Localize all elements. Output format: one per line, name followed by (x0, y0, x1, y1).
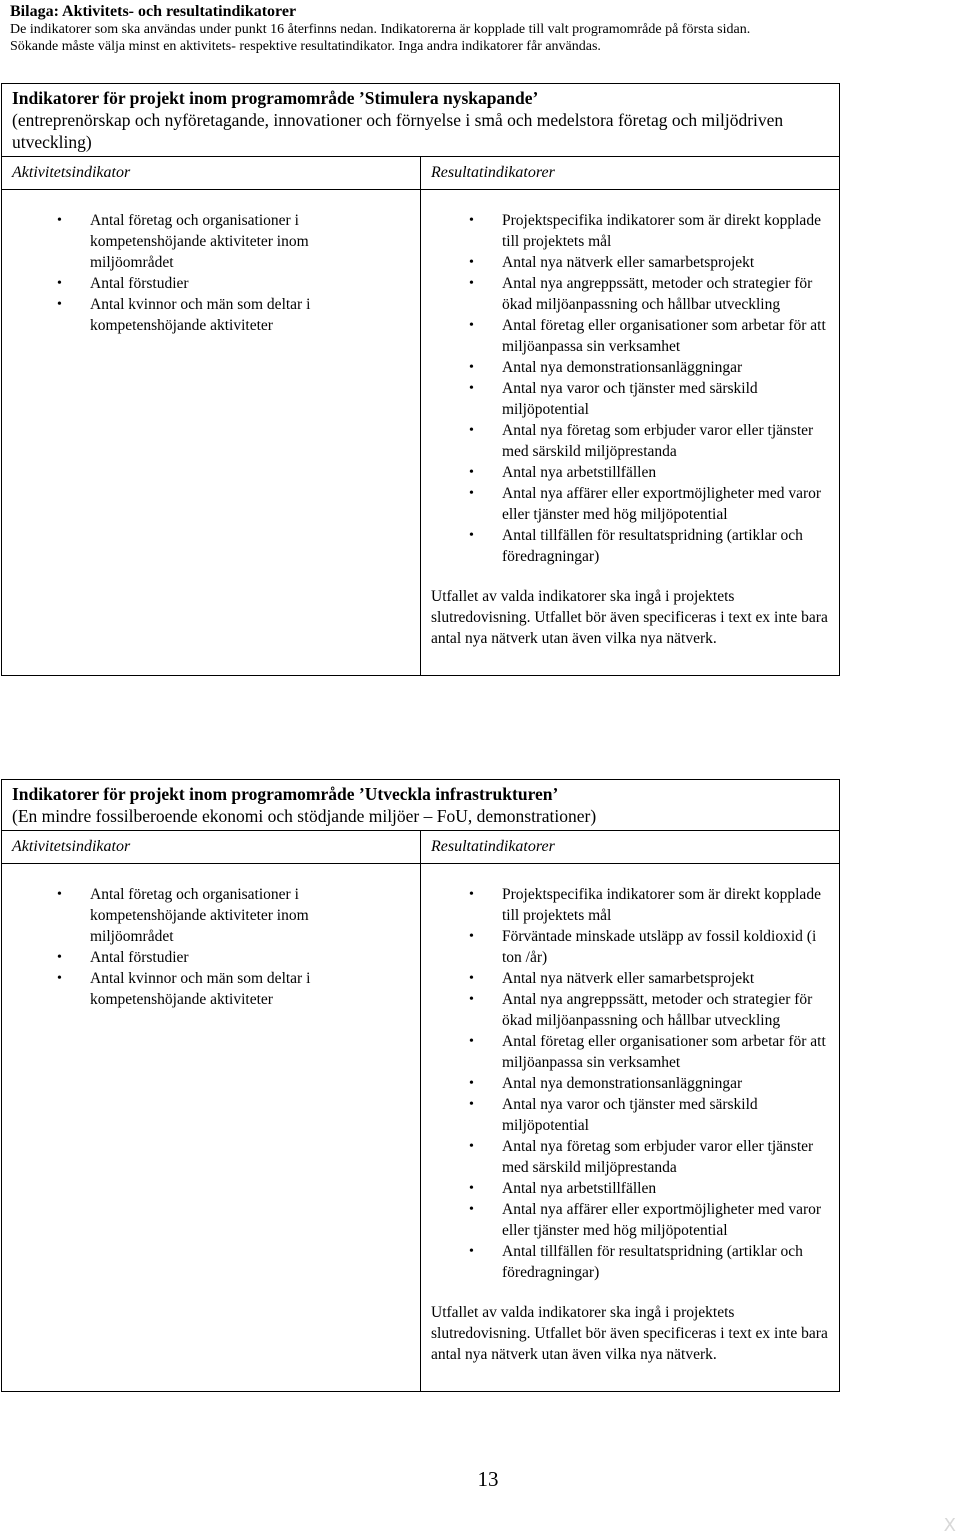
result-column (421, 190, 839, 675)
list-item-text: Projektspecifika indikatorer som är direkt kopplade till projektets mål (502, 212, 821, 250)
bullet-icon: • (469, 528, 474, 543)
activity-column (2, 864, 421, 1391)
result-indicator-list (431, 884, 829, 1283)
page-number: 13 (477, 1467, 499, 1491)
bullet-icon: • (469, 318, 474, 333)
column-headers (2, 831, 839, 864)
bullet-icon: • (469, 381, 474, 396)
list-item-text: Antal nya företag som erbjuder varor eller tjänster med särskild miljöprestanda (502, 1138, 814, 1176)
list-item (431, 926, 829, 968)
bullet-icon: • (57, 276, 62, 291)
list-item (431, 968, 829, 989)
bullet-icon: • (469, 423, 474, 438)
table-header (2, 84, 839, 157)
list-item-text: Antal företag eller organisationer som arbetar för att miljöanpassa sin verksamhet (502, 1033, 826, 1071)
outcome-note: Utfallet av valda indikatorer ska ingå i projektets slutredovisning. Utfallet bör även specificeras i text ex inte bara antal nya nätverk utan även vilka nya nätverk. (431, 588, 828, 647)
table-header (2, 780, 839, 831)
column-headers (2, 157, 839, 190)
list-item-text: Antal nya arbetstillfällen (502, 464, 657, 481)
bullet-icon: • (469, 486, 474, 501)
bullet-icon: • (469, 1097, 474, 1112)
indicator-table-stimulera (1, 83, 840, 676)
corner-mark: X (943, 1515, 956, 1536)
bullet-icon: • (469, 1139, 474, 1154)
bullet-icon: • (469, 360, 474, 375)
intro-section (10, 2, 950, 55)
list-item-text: Antal nya demonstrationsanläggningar (502, 1075, 743, 1092)
list-item (431, 1136, 829, 1178)
list-item (431, 315, 829, 357)
result-column-header: Resultatindikatorer (431, 838, 555, 855)
list-item (431, 273, 829, 315)
list-item-text: Antal nya demonstrationsanläggningar (502, 359, 743, 376)
list-item (2, 294, 420, 336)
list-item (431, 1241, 829, 1283)
list-item-text: Antal kvinnor och män som deltar i kompetenshöjande aktiviteter (90, 296, 311, 334)
bullet-icon: • (57, 297, 62, 312)
bullet-icon: • (469, 992, 474, 1007)
bullet-icon: • (469, 465, 474, 480)
activity-indicator-list (2, 884, 420, 1010)
list-item-text: Antal nya företag som erbjuder varor eller tjänster med särskild miljöprestanda (502, 422, 814, 460)
list-item-text: Antal nya angreppssätt, metoder och strategier för ökad miljöanpassning och hållbar utveckling (502, 275, 813, 313)
bullet-icon: • (469, 213, 474, 228)
list-item-text: Antal nya varor och tjänster med särskild miljöpotential (502, 1096, 758, 1134)
activity-column-header: Aktivitetsindikator (2, 157, 421, 189)
list-item (431, 1031, 829, 1073)
list-item (431, 525, 829, 567)
table-body (2, 190, 839, 675)
list-item-text: Antal företag och organisationer i kompetenshöjande aktiviteter inom miljöområdet (90, 212, 309, 271)
bullet-icon: • (469, 1181, 474, 1196)
list-item (431, 378, 829, 420)
activity-indicator-list (2, 210, 420, 336)
activity-column (2, 190, 421, 675)
bullet-icon: • (469, 887, 474, 902)
list-item (2, 947, 420, 968)
list-item-text: Antal företag och organisationer i kompetenshöjande aktiviteter inom miljöområdet (90, 886, 309, 945)
list-item (2, 884, 420, 947)
bullet-icon: • (469, 255, 474, 270)
list-item-text: Antal nya arbetstillfällen (502, 1180, 657, 1197)
list-item (431, 884, 829, 926)
result-indicator-list (431, 210, 829, 567)
bullet-icon: • (469, 929, 474, 944)
list-item (431, 1199, 829, 1241)
list-item-text: Antal nya angreppssätt, metoder och strategier för ökad miljöanpassning och hållbar utveckling (502, 991, 813, 1029)
list-item (431, 989, 829, 1031)
list-item (431, 1073, 829, 1094)
bullet-icon: • (469, 1202, 474, 1217)
list-item (431, 420, 829, 462)
result-column (421, 864, 839, 1391)
table-title: Indikatorer för projekt inom programområde ’Stimulera nyskapande’ (12, 88, 539, 108)
intro-line-2: Sökande måste välja minst en aktivitets- respektive resultatindikator. Inga andra indikatorer får användas. (10, 39, 601, 54)
intro-line-1: De indikatorer som ska användas under punkt 16 återfinns nedan. Indikatorerna är kopplade till valt programområde på första sidan. (10, 22, 751, 37)
bullet-icon: • (469, 276, 474, 291)
list-item (431, 462, 829, 483)
list-item (2, 968, 420, 1010)
outcome-note: Utfallet av valda indikatorer ska ingå i projektets slutredovisning. Utfallet bör även specificeras i text ex inte bara antal nya nätverk utan även vilka nya nätverk. (431, 1304, 828, 1363)
result-column-header: Resultatindikatorer (431, 164, 555, 181)
document-title: Bilaga: Aktivitets- och resultatindikatorer (10, 3, 297, 20)
indicator-table-infrastruktur (1, 779, 840, 1392)
list-item-text: Projektspecifika indikatorer som är direkt kopplade till projektets mål (502, 886, 821, 924)
list-item (431, 252, 829, 273)
list-item-text: Antal tillfällen för resultatspridning (artiklar och föredragningar) (502, 527, 803, 565)
bullet-icon: • (469, 971, 474, 986)
table-subtitle: (entreprenörskap och nyföretagande, innovationer och förnyelse i små och medelstora företag och miljödriven utveckling) (12, 110, 784, 152)
list-item-text: Antal nya nätverk eller samarbetsprojekt (502, 254, 755, 271)
bullet-icon: • (469, 1076, 474, 1091)
list-item-text: Förväntade minskade utsläpp av fossil koldioxid (i ton /år) (502, 928, 817, 966)
list-item (431, 483, 829, 525)
bullet-icon: • (57, 213, 62, 228)
list-item-text: Antal nya varor och tjänster med särskild miljöpotential (502, 380, 758, 418)
list-item-text: Antal förstudier (90, 949, 189, 966)
bullet-icon: • (57, 950, 62, 965)
bullet-icon: • (57, 887, 62, 902)
table-body (2, 864, 839, 1391)
list-item (2, 210, 420, 273)
bullet-icon: • (469, 1244, 474, 1259)
list-item (2, 273, 420, 294)
list-item-text: Antal nya nätverk eller samarbetsprojekt (502, 970, 755, 987)
table-subtitle: (En mindre fossilberoende ekonomi och stödjande miljöer – FoU, demonstrationer) (12, 806, 597, 826)
list-item-text: Antal företag eller organisationer som arbetar för att miljöanpassa sin verksamhet (502, 317, 826, 355)
list-item (431, 357, 829, 378)
list-item-text: Antal nya affärer eller exportmöjligheter med varor eller tjänster med hög miljöpotential (502, 1201, 822, 1239)
list-item-text: Antal kvinnor och män som deltar i kompetenshöjande aktiviteter (90, 970, 311, 1008)
list-item (431, 1178, 829, 1199)
bullet-icon: • (469, 1034, 474, 1049)
bullet-icon: • (57, 971, 62, 986)
list-item-text: Antal förstudier (90, 275, 189, 292)
table-title: Indikatorer för projekt inom programområde ’Utveckla infrastrukturen’ (12, 784, 559, 804)
activity-column-header: Aktivitetsindikator (2, 831, 421, 863)
list-item (431, 210, 829, 252)
list-item-text: Antal nya affärer eller exportmöjligheter med varor eller tjänster med hög miljöpotential (502, 485, 822, 523)
list-item (431, 1094, 829, 1136)
list-item-text: Antal tillfällen för resultatspridning (artiklar och föredragningar) (502, 1243, 803, 1281)
